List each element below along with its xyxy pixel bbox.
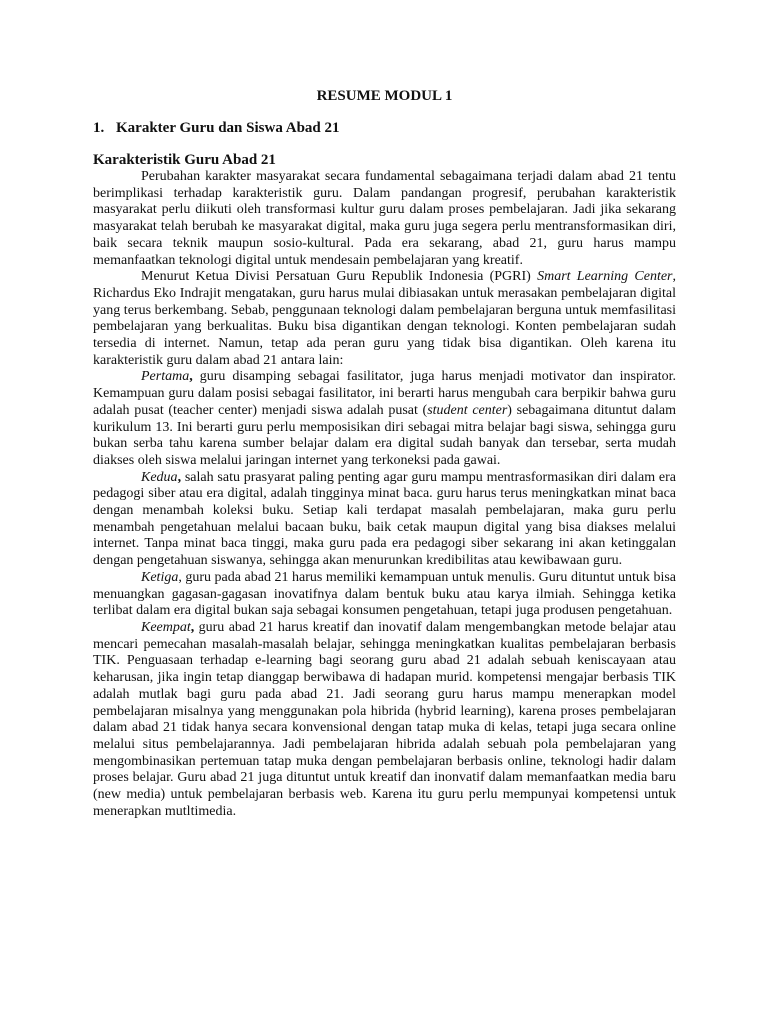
section-heading <box>93 119 676 137</box>
paragraph-text: ) sebagaimana dituntut dalam kurikulum 13. Ini berarti guru perlu memposisikan diri sebagai mitra belajar bagi siswa, sehingga guru bukan serba tahu karena sumber belajar dalam era digital sudah banyak dan tersebar, serta mudah diakses oleh siswa melalui jaringan internet yang terkoneksi pada gawai. <box>93 402 676 468</box>
document-title: RESUME MODUL 1 <box>316 88 453 104</box>
lead-word: Pertama <box>141 369 190 385</box>
paragraph-kedua <box>93 470 676 570</box>
paragraph-keempat <box>93 620 676 820</box>
lead-comma: , <box>189 369 193 385</box>
lead-word: Keempat <box>141 619 191 635</box>
paragraph-1 <box>93 169 676 269</box>
paragraph-text: salah satu prasyarat paling penting agar guru mampu mentrasformasikan diri dalam era pedagogi siber atau era digital, adalah tingginya minat baca. guru harus terus meningkatkan minat baca dengan menambah koleksi buku. Setiap kali terdapat masalah pembelajaran, maka guru perlu menambah pengetahuan melalui bacaan buku, baik cetak maupun digital yang bisa diakses melalui internet. Tanpa minat baca tinggi, maka guru pada era pedagogi siber sekarang ini akan ketinggalan dengan pengetahuan siswanya, sehingga akan menurunkan kredibilitas atau kewibawaan guru. <box>93 469 676 569</box>
emphasis-text: Smart Learning Center <box>537 269 673 285</box>
paragraph-2 <box>93 269 676 369</box>
paragraph-text: Perubahan karakter masyarakat secara fundamental sebagaimana terjadi dalam abad 21 tentu berimplikasi terhadap karakteristik guru. Dalam pandangan progresif, perubahan karakteristik masyarakat perlu diikuti oleh transformasi kultur guru dalam proses pembelajaran. Jadi jika sekarang masyarakat telah berubah ke masyarakat digital, maka guru juga segera perlu mentransformasikan diri, baik secara teknik maupun sosio-kultural. Pada era sekarang, abad 21, guru harus mampu memanfaatkan teknologi digital untuk mendesain pembelajaran yang kreatif. <box>93 169 676 268</box>
emphasis-text: student center <box>427 402 508 418</box>
lead-comma: , <box>190 619 195 635</box>
paragraph-pertama <box>93 369 676 469</box>
lead-word: Kedua <box>141 469 178 485</box>
section-title: Karakter Guru dan Siswa Abad 21 <box>116 120 340 136</box>
paragraph-text: , Richardus Eko Indrajit mengatakan, guru harus mulai dibiasakan untuk merasakan pembelajaran digital yang terus berkembang. Sebab, penggunaan teknologi dalam pembelajaran berguna untuk memfasilitasi pembelajaran yang berkualitas. Buku bisa digantikan dengan teknologi. Konten pembelajaran sudah tersedia di internet. Namun, tetap ada peran guru yang tidak bisa digantikan. Oleh karena itu karakteristik guru dalam abad 21 antara lain: <box>93 269 676 368</box>
lead-comma: , <box>177 469 182 485</box>
paragraph-text: , guru pada abad 21 harus memiliki kemampuan untuk menulis. Guru dituntut untuk bisa menuangkan gagasan-gagasan inovatifnya dalam bentuk buku atau karya ilmiah. Sehingga ketika terlibat dalam era digital bukan saja sebagai konsumen pengetahuan, tetapi juga produsen pengetahuan. <box>93 569 676 619</box>
section-number: 1. <box>93 120 105 136</box>
paragraph-text: guru abad 21 harus kreatif dan inovatif dalam mengembangkan metode belajar atau mencari pemecahan masalah-masalah belajar, sehingga meningkatkan kualitas pembelajaran berbasis TIK. Penguasaan terhadap e-learning bagi seorang guru abad 21 adalah sebuah keniscayaan atau keharusan, jika ingin tetap dianggap berwibawa di hadapan murid. kompetensi mengajar berbasis TIK adalah mutlak bagi guru pada abad 21. Jadi seorang guru harus mampu menerapkan model pembelajaran misalnya yang menggunakan pola hibrida (hybrid learning), karena proses pembelajaran dalam abad 21 tidak hanya secara konvensional dengan tatap muka di kelas, tetapi juga secara online melalui situs pembelajarannya. Jadi pembelajaran hibrida adalah sebuah pola pembelajaran yang mengombinasikan pertemuan tatap muka dengan pembelajaran berbasis online, teknologi hadir dalam proses belajar. Guru abad 21 juga dituntut untuk kreatif dan inonvatif dalam memanfaatkan media baru (new media) untuk pembelajaran berbasis web. Karena itu guru perlu mempunyai kompetensi untuk menerapkan mutltimedia. <box>93 619 676 819</box>
paragraph-text: guru disamping sebagai fasilitator, juga harus menjadi motivator dan inspirator. Kemampuan guru dalam posisi sebagai fasilitator, ini berarti harus mengubah cara berpikir bahwa guru adalah pusat (teacher center) menjadi siswa adalah pusat ( <box>93 369 676 418</box>
paragraph-text: Menurut Ketua Divisi Persatuan Guru Republik Indonesia (PGRI) <box>141 269 538 285</box>
subheading: Karakteristik Guru Abad 21 <box>93 152 276 168</box>
paragraph-ketiga <box>93 570 676 620</box>
lead-word: Ketiga <box>141 569 179 585</box>
